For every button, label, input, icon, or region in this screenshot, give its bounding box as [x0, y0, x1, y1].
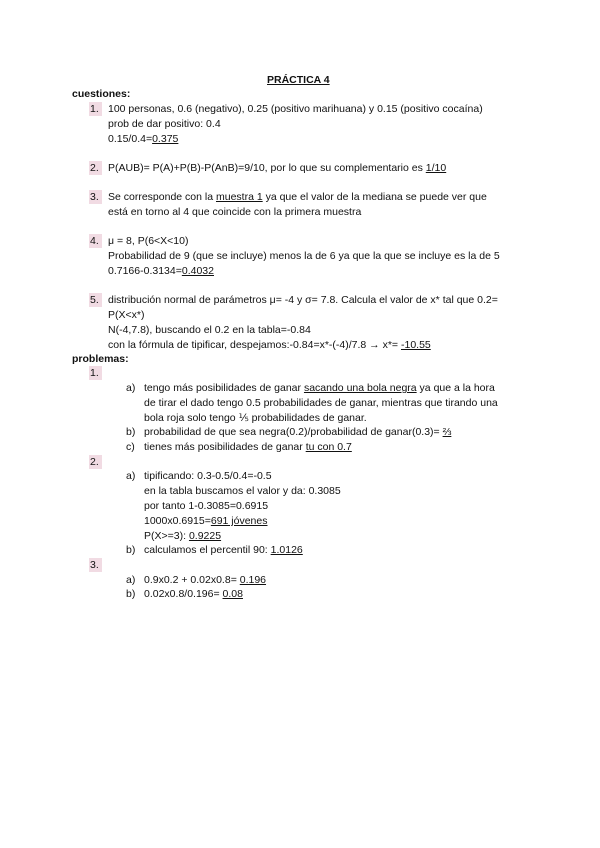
- problem-2a-line-4: 1000x0.6915=691 jóvenes: [144, 515, 268, 527]
- problem-2a-line-2: en la tabla buscamos el valor y da: 0.3085: [144, 485, 341, 497]
- problem-1a-label: a): [126, 382, 136, 394]
- problem-1c-label: c): [126, 441, 135, 453]
- question-4-answer: 0.4032: [181, 265, 214, 277]
- question-number-1: 1.: [89, 102, 102, 116]
- problem-3a-answer: 0.196: [239, 574, 267, 586]
- question-number-3: 3.: [89, 190, 102, 204]
- problem-number-2: 2.: [89, 455, 102, 469]
- question-2-text: P(AUB)= P(A)+P(B)-P(AnB)=9/10, por lo que su complementario es 1/10: [108, 162, 447, 174]
- question-1-line-3: 0.15/0.4=0.375: [108, 133, 179, 145]
- question-2-answer: 1/10: [425, 162, 447, 174]
- problem-2a-label: a): [126, 470, 136, 482]
- problem-1c-text: tienes más posibilidades de ganar tu con 0.7: [144, 441, 352, 453]
- question-4-line-3: 0.7166-0.3134=0.4032: [108, 265, 214, 277]
- question-number-2: 2.: [89, 161, 102, 175]
- problem-3a-label: a): [126, 574, 136, 586]
- problem-2a-line-3: por tanto 1-0.3085=0.6915: [144, 500, 269, 512]
- problem-2a-answer-prob: 0.9225: [188, 530, 222, 542]
- question-number-4: 4.: [89, 234, 102, 248]
- problem-2a-line-5: P(X>=3): 0.9225: [144, 530, 222, 542]
- problem-2b-text: calculamos el percentil 90: 1.0126: [144, 544, 303, 556]
- problem-number-1: 1.: [89, 366, 102, 380]
- question-number-5: 5.: [89, 293, 102, 307]
- problem-1a-answer: sacando una bola negra: [303, 382, 417, 394]
- problem-2a-answer-jovenes: 691 jóvenes: [210, 515, 268, 527]
- question-5-line-4: con la fórmula de tipificar, despejamos:-0.84=x*-(-4)/7.8 → x*= -10.55: [108, 339, 431, 351]
- problem-1b-label: b): [126, 426, 136, 438]
- problem-2a-line-1: tipificando: 0.3-0.5/0.4=-0.5: [144, 470, 272, 482]
- problem-3b-label: b): [126, 588, 136, 600]
- question-5-answer: -10.55: [400, 339, 431, 351]
- question-4-line-2: Probabilidad de 9 (que se incluye) menos la de 6 ya que la que se incluye es la de 5: [108, 250, 500, 262]
- problem-1b-answer: ⅔: [442, 426, 452, 438]
- page-title: PRÁCTICA 4: [267, 74, 330, 86]
- question-5-line-3: N(-4,7.8), buscando el 0.2 en la tabla=-0.84: [108, 324, 311, 336]
- problem-3b-text: 0.02x0.8/0.196= 0.08: [144, 588, 243, 600]
- problem-2b-answer: 1.0126: [270, 544, 303, 556]
- question-3-line-1: Se corresponde con la muestra 1 ya que el valor de la mediana se puede ver que: [108, 191, 487, 203]
- problem-1b-text: probabilidad de que sea negra(0.2)/probabilidad de ganar(0.3)= ⅔: [144, 426, 452, 438]
- question-5-line-2: P(X<x*): [108, 309, 145, 321]
- question-4-line-1: μ = 8, P(6<X<10): [108, 235, 189, 247]
- problem-1a-line-1: tengo más posibilidades de ganar sacando una bola negra ya que a la hora: [144, 382, 495, 394]
- question-5-line-1: distribución normal de parámetros μ= -4 y σ= 7.8. Calcula el valor de x* tal que 0.2=: [108, 294, 498, 306]
- problem-1a-line-3: bola roja solo tengo ⅕ probabilidades de ganar.: [144, 412, 367, 424]
- question-1-line-2: prob de dar positivo: 0.4: [108, 118, 221, 130]
- section-heading-problemas: problemas:: [72, 353, 129, 365]
- question-1-answer: 0.375: [152, 133, 179, 145]
- section-heading-cuestiones: cuestiones:: [72, 88, 131, 100]
- problem-number-3: 3.: [89, 558, 102, 572]
- problem-3b-answer: 0.08: [222, 588, 243, 600]
- question-1-line-1: 100 personas, 0.6 (negativo), 0.25 (positivo marihuana) y 0.15 (positivo cocaína): [108, 103, 483, 115]
- question-3-answer: muestra 1: [215, 191, 263, 203]
- problem-2b-label: b): [126, 544, 136, 556]
- question-3-line-2: está en torno al 4 que coincide con la primera muestra: [108, 206, 362, 218]
- problem-1c-answer: tu con 0.7: [305, 441, 352, 453]
- problem-1a-line-2: de tirar el dado tengo 0.5 probabilidades de ganar, mientras que tirando una: [144, 397, 498, 409]
- problem-3a-text: 0.9x0.2 + 0.02x0.8= 0.196: [144, 574, 267, 586]
